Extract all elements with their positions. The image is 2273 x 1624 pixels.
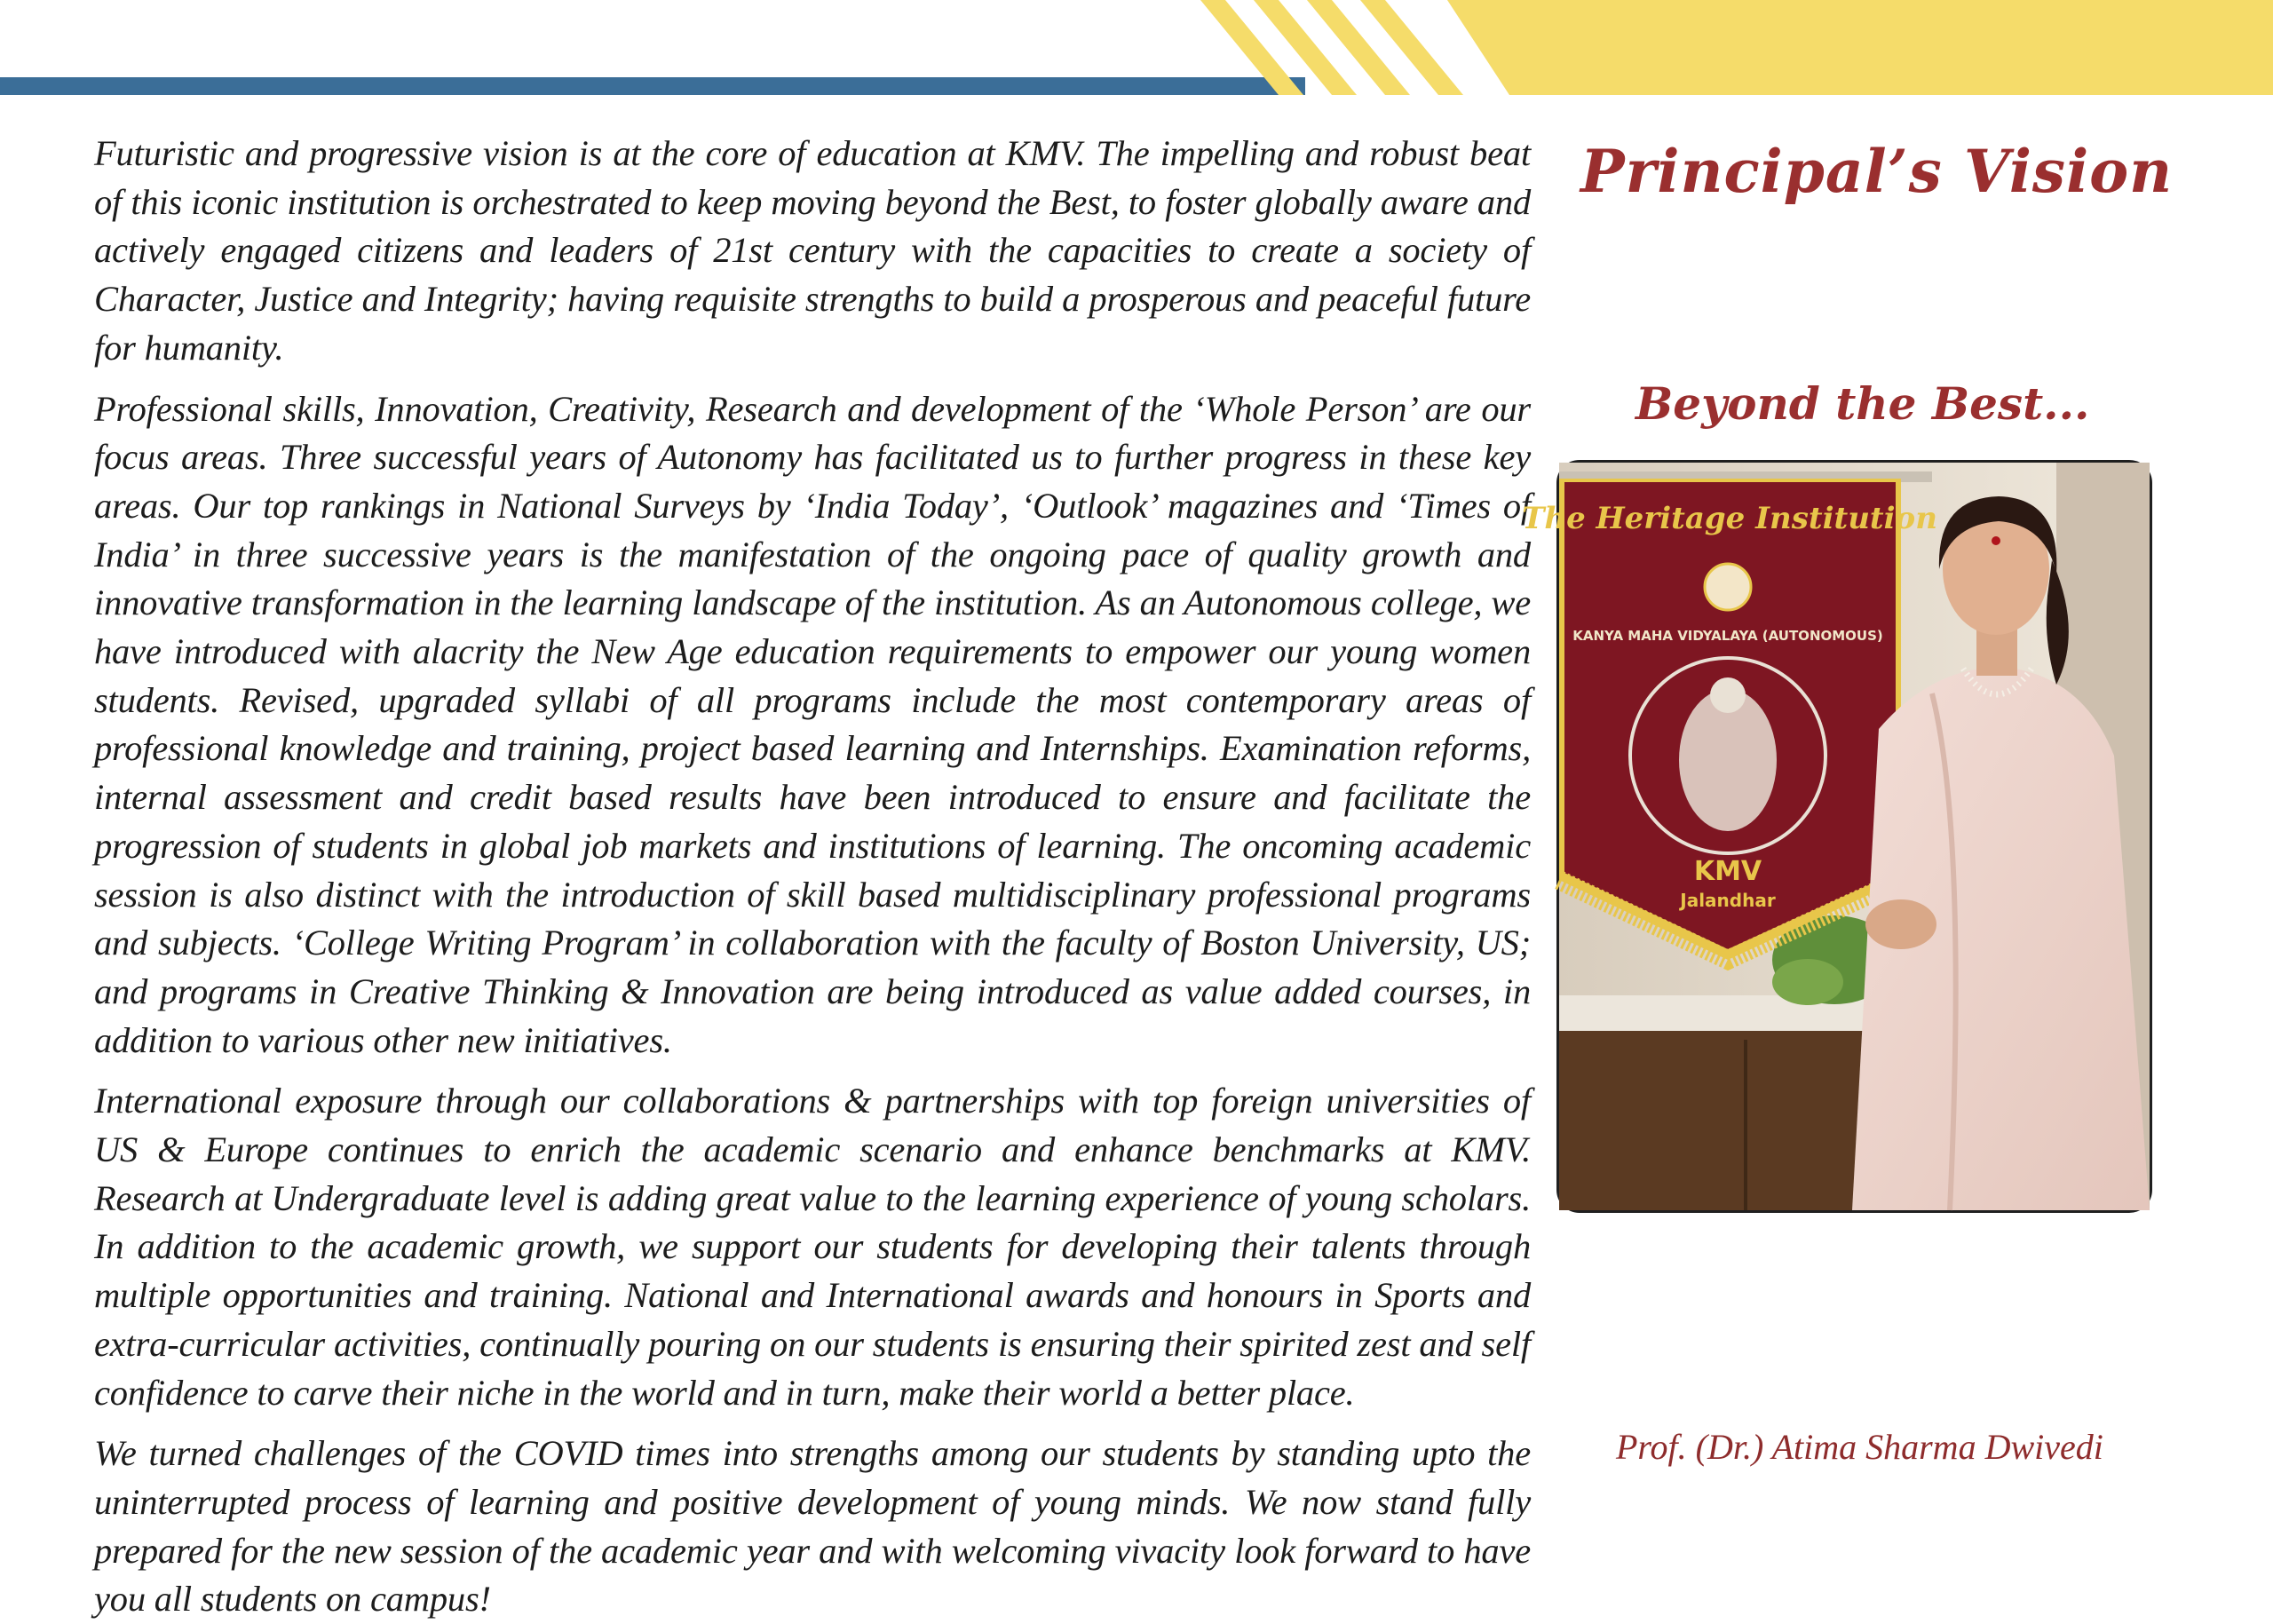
banner-arc-text: KANYA MAHA VIDYALAYA (AUTONOMOUS)	[1572, 628, 1883, 644]
page-tagline: Beyond the Best...	[1635, 377, 2090, 430]
banner-emblem	[1705, 564, 1751, 610]
figure-bindi	[1992, 536, 2000, 545]
header-yellow-band	[1447, 0, 2273, 95]
figure-hands	[1865, 899, 1936, 949]
principal-photo	[1522, 460, 2152, 1213]
body-paragraph: Futuristic and progressive vision is at the core of education at KMV. The impelling and robust beat of this iconic institution is orchestrated to keep moving beyond the Best, to foster globally aware and actively engaged citizens and leaders of 21st century with the capacities to create a society of Character, Justice and Integrity; having requisite strengths to build a prosperous and peaceful future for humanity.	[94, 133, 1531, 368]
principal-signature: Prof. (Dr.) Atima Sharma Dwivedi	[1616, 1427, 2103, 1467]
body-paragraph: We turned challenges of the COVID times into strengths among our students by standing upto the uninterrupted process of learning and positive development of young minds. We now stand fully prepared for the new session of the academic year and with welcoming vivacity look forward to have you all students on campus!	[94, 1433, 1531, 1620]
vision-body	[94, 130, 1531, 1620]
banner-city: Jalandhar	[1680, 890, 1776, 911]
header-blue-stripe	[0, 77, 1305, 95]
header-decoration	[0, 0, 2273, 98]
banner-code: KMV	[1693, 856, 1762, 887]
page-title: Principal’s Vision	[1580, 137, 2174, 206]
banner-heading: The Heritage Institution	[1522, 501, 1937, 536]
body-paragraph: International exposure through our collaborations & partnerships with top foreign universities of US & Europe continues to enrich the academic scenario and enhance benchmarks at KMV. Research at Undergraduate level is adding great value to the learning experience of young scholars. In addition to the academic growth, we support our students for developing their talents through multiple opportunities and training. National and International awards and honours in Sports and extra-curricular activities, continually pouring on our students is ensuring their spirited zest and self confidence to carve their niche in the world and in turn, make their world a better place.	[94, 1081, 1531, 1413]
body-paragraph: Professional skills, Innovation, Creativity, Research and development of the ‘Whole Person’ are our focus areas. Three successful years of Autonomy has facilitated us to further progress in these key areas. Our top rankings in National Surveys by ‘India Today’, ‘Outlook’ magazines and ‘Times of India’ in three successive years is the manifestation of the ongoing pace of quality growth and innovative transformation in the learning landscape of the institution. As an Autonomous college, we have introduced with alacrity the New Age education requirements to empower our young women students. Revised, upgraded syllabi of all programs include the most contemporary areas of professional knowledge and training, project based learning and Internships. Examination reforms, internal assessment and credit based results have been introduced to ensure and facilitate the progression of students in global job markets and institutions of learning. The oncoming academic session is also distinct with the introduction of skill based multidisciplinary professional programs and subjects. ‘College Writing Program’ in collaboration with the faculty of Boston University, US; and programs in Creative Thinking & Innovation are being introduced as value added courses, in addition to various other new initiatives.	[94, 388, 1531, 1060]
